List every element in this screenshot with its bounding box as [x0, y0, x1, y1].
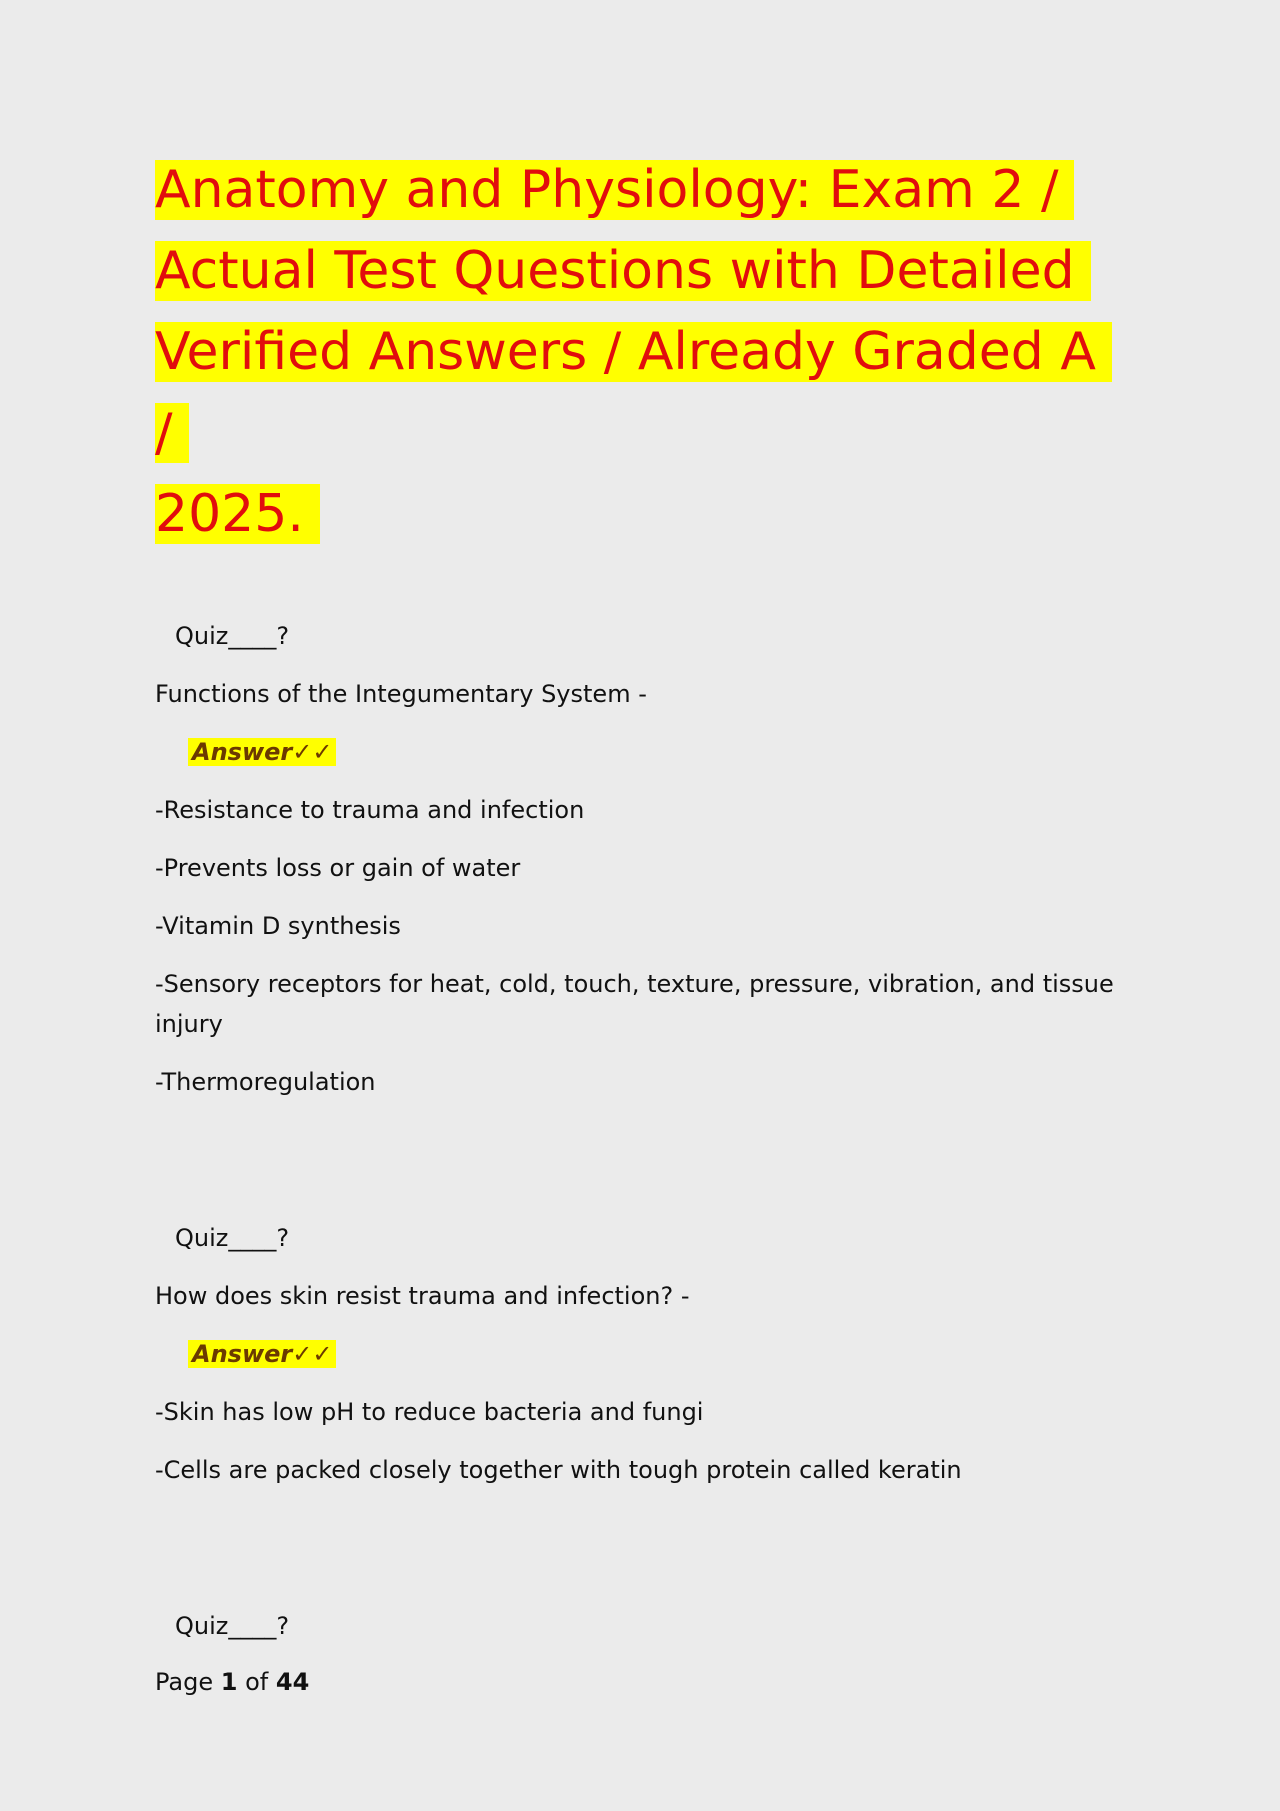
answer-label-row: [155, 732, 1125, 772]
answer-item: -Resistance to trauma and infection: [155, 796, 585, 824]
document-title: [155, 150, 1125, 555]
of-word: of: [245, 1668, 269, 1696]
title-line-1: Anatomy and Physiology: Exam 2 /: [155, 160, 1074, 220]
question-block-3: [155, 1606, 1125, 1646]
title-line-2: Actual Test Questions with Detailed: [155, 241, 1091, 301]
answer-item: -Sensory receptors for heat, cold, touch, texture, pressure, vibration, and tissue injury: [155, 970, 1114, 1038]
question-text: Functions of the Integumentary System -: [155, 680, 647, 708]
question-block-2: [155, 1218, 1125, 1490]
answer-item: -Skin has low pH to reduce bacteria and fungi: [155, 1398, 704, 1426]
title-line-3: Verified Answers / Already Graded A /: [155, 322, 1112, 463]
answer-label: Answer: [192, 1340, 293, 1368]
page-word: Page: [155, 1668, 214, 1696]
answer-label-row: [155, 1334, 1125, 1374]
current-page-number: 1: [220, 1668, 238, 1696]
answer-label: Answer: [192, 738, 293, 766]
page-footer: [155, 1662, 309, 1702]
quiz-label: Quiz____?: [175, 622, 290, 650]
answer-item: -Prevents loss or gain of water: [155, 854, 521, 882]
answer-item: -Cells are packed closely together with tough protein called keratin: [155, 1456, 962, 1484]
quiz-label: Quiz____?: [175, 1224, 290, 1252]
answer-badge: [188, 1340, 336, 1368]
checkmark-icon: ✓✓: [292, 738, 333, 766]
answer-item: -Vitamin D synthesis: [155, 912, 401, 940]
question-block-1: [155, 616, 1125, 1102]
title-line-4: 2025.: [155, 484, 320, 544]
quiz-label: Quiz____?: [175, 1612, 290, 1640]
checkmark-icon: ✓✓: [292, 1340, 333, 1368]
document-page: [155, 150, 1125, 1664]
total-pages-number: 44: [275, 1668, 310, 1696]
question-text: How does skin resist trauma and infection? -: [155, 1282, 690, 1310]
answer-item: -Thermoregulation: [155, 1068, 376, 1096]
answer-badge: [188, 738, 336, 766]
